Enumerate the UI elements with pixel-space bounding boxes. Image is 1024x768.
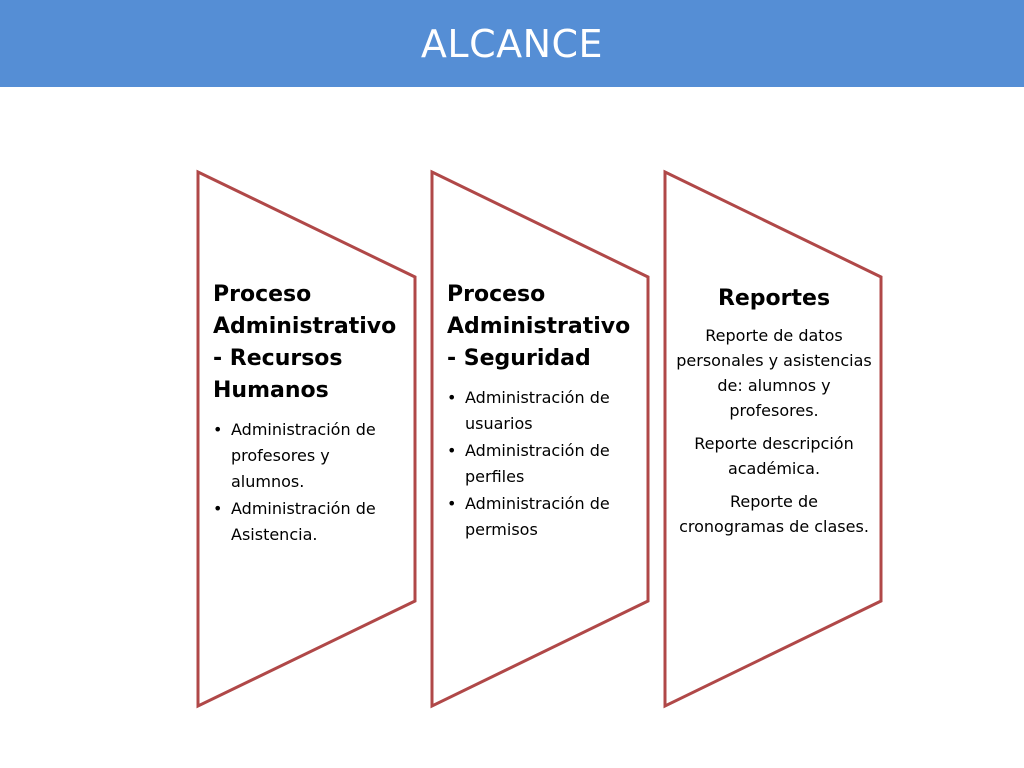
list-item-text: Administración de perfiles bbox=[465, 441, 610, 486]
report-paragraph: Reporte de datos personales y asistencias de: alumnos y profesores. bbox=[676, 326, 872, 420]
panel-title: Proceso Administrativo - Seguridad bbox=[447, 282, 631, 371]
report-paragraph: Reporte de cronogramas de clases. bbox=[679, 492, 869, 536]
bullet-icon: • bbox=[447, 494, 457, 513]
list-item bbox=[447, 438, 637, 490]
list-item-text: Administración de permisos bbox=[465, 494, 610, 539]
page-title: ALCANCE bbox=[420, 21, 604, 66]
panel-reportes bbox=[676, 283, 872, 547]
panel-item-list bbox=[447, 385, 637, 543]
bullet-icon: • bbox=[213, 420, 223, 439]
panel-title: Reportes bbox=[717, 286, 831, 311]
bullet-icon: • bbox=[447, 388, 457, 407]
list-item bbox=[213, 417, 403, 495]
list-item bbox=[447, 385, 637, 437]
list-item bbox=[213, 496, 403, 548]
list-item-text: Administración de Asistencia. bbox=[231, 499, 376, 544]
panel-recursos-humanos bbox=[213, 279, 403, 549]
report-paragraph: Reporte descripción académica. bbox=[694, 434, 854, 478]
panel-item-list bbox=[213, 417, 403, 548]
panel-seguridad bbox=[447, 279, 637, 544]
bullet-icon: • bbox=[213, 499, 223, 518]
list-item-text: Administración de profesores y alumnos. bbox=[231, 420, 376, 491]
list-item-text: Administración de usuarios bbox=[465, 388, 610, 433]
panel-title: Proceso Administrativo - Recursos Humanos bbox=[213, 282, 397, 403]
bullet-icon: • bbox=[447, 441, 457, 460]
list-item bbox=[447, 491, 637, 543]
